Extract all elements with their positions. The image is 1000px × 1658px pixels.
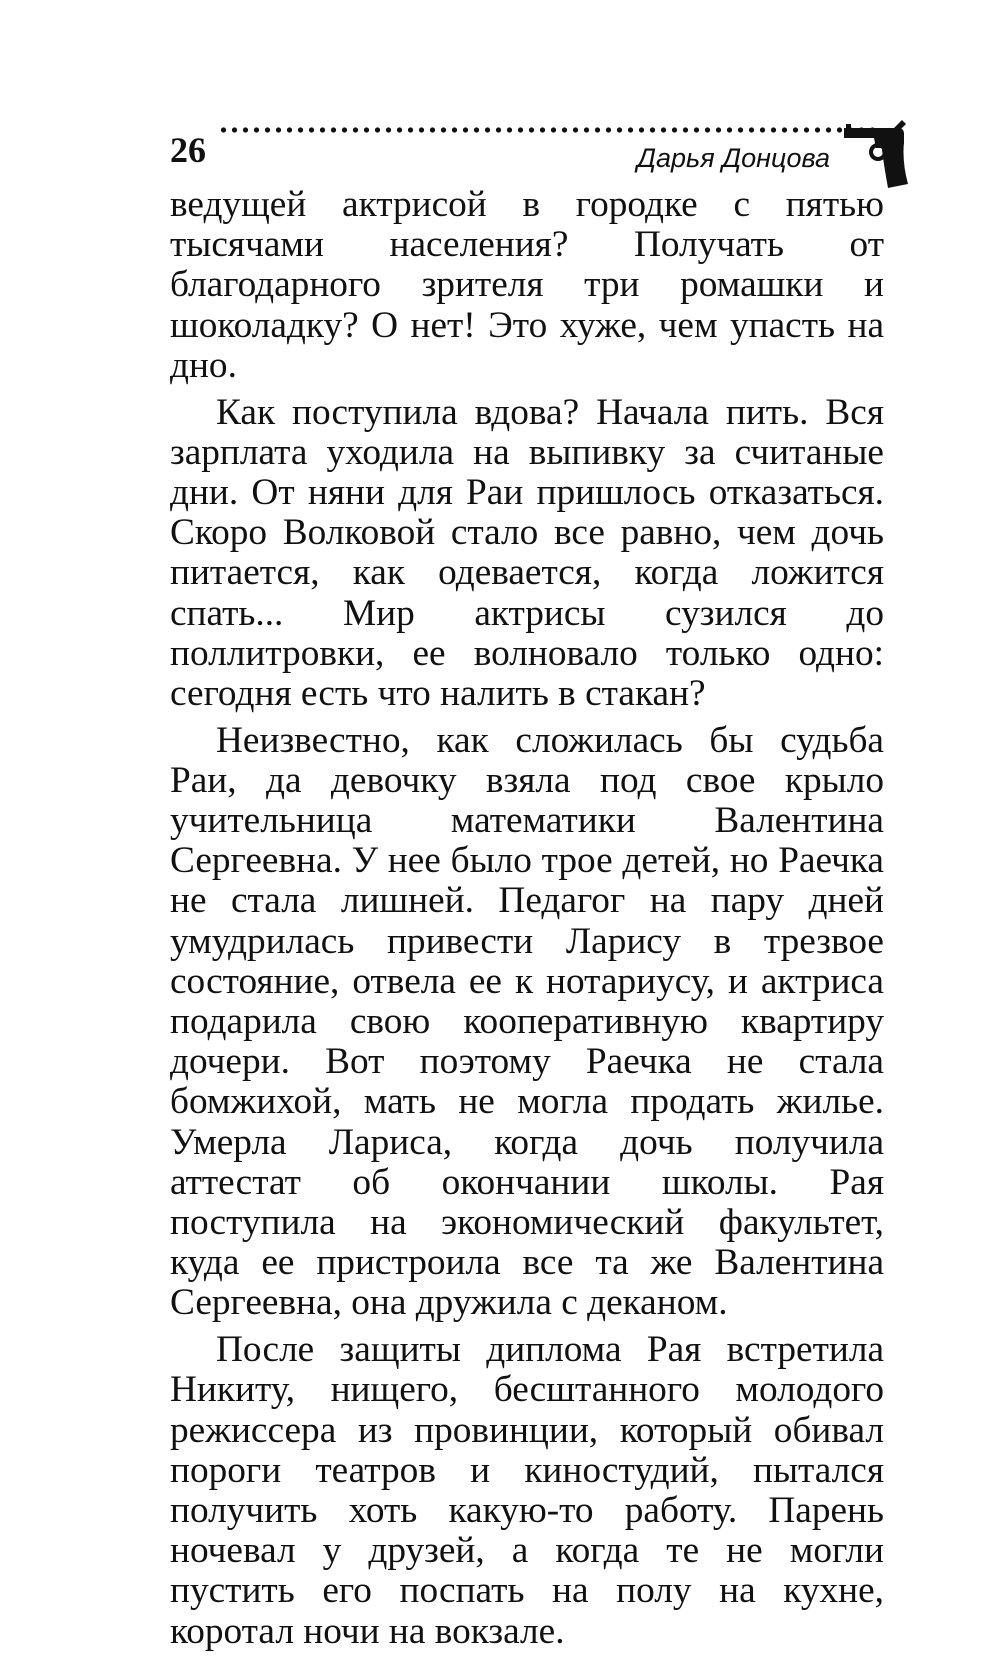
body-text	[170, 185, 884, 1658]
paragraph: После защиты диплома Рая встретила Никиту, нищего, бесштанного молодого режиссера из провинции, который обивал пороги театров и киностудий, пытался получить хоть какую-то работу. Парень ночевал у друзей, а когда те не могли пустить его поспать на полу на кухне, коротал ночи на вокзале.	[170, 1329, 884, 1652]
paragraph: ведущей актрисой в городке с пятью тысячами населения? Получать от благодарного зрителя три ромашки и шоколадку? О нет! Это хуже, чем упасть на дно.	[170, 184, 884, 386]
author-name: Дарья Донцова	[636, 143, 830, 173]
page-number: 26	[170, 130, 206, 170]
paragraph: Неизвестно, как сложилась бы судьба Раи, да девочку взяла под свое крыло учительница математики Валентина Сергеевна. У нее было трое детей, но Раечка не стала лишней. Педагог на пару дней умудрилась привести Ларису в трезвое состояние, отвела ее к нотариусу, и актриса подарила свою кооперативную квартиру дочери. Вот поэтому Раечка не стала бомжихой, мать не могла продать жилье. Умерла Лариса, когда дочь получила аттестат об окончании школы. Рая поступила на экономический факультет, куда ее пристроила все та же Валентина Сергеевна, она дружила с деканом.	[170, 719, 884, 1324]
paragraph: Как поступила вдова? Начала пить. Вся зарплата уходила на выпивку за считаные дни. От няни для Раи пришлось отказаться. Скоро Волковой стало все равно, чем дочь питается, как одевается, когда ложится спать... Мир актрисы сузился до поллитровки, ее волновало только одно: сегодня есть что налить в стакан?	[170, 391, 884, 714]
dotted-rule	[218, 126, 882, 134]
revolver-icon	[842, 118, 910, 192]
